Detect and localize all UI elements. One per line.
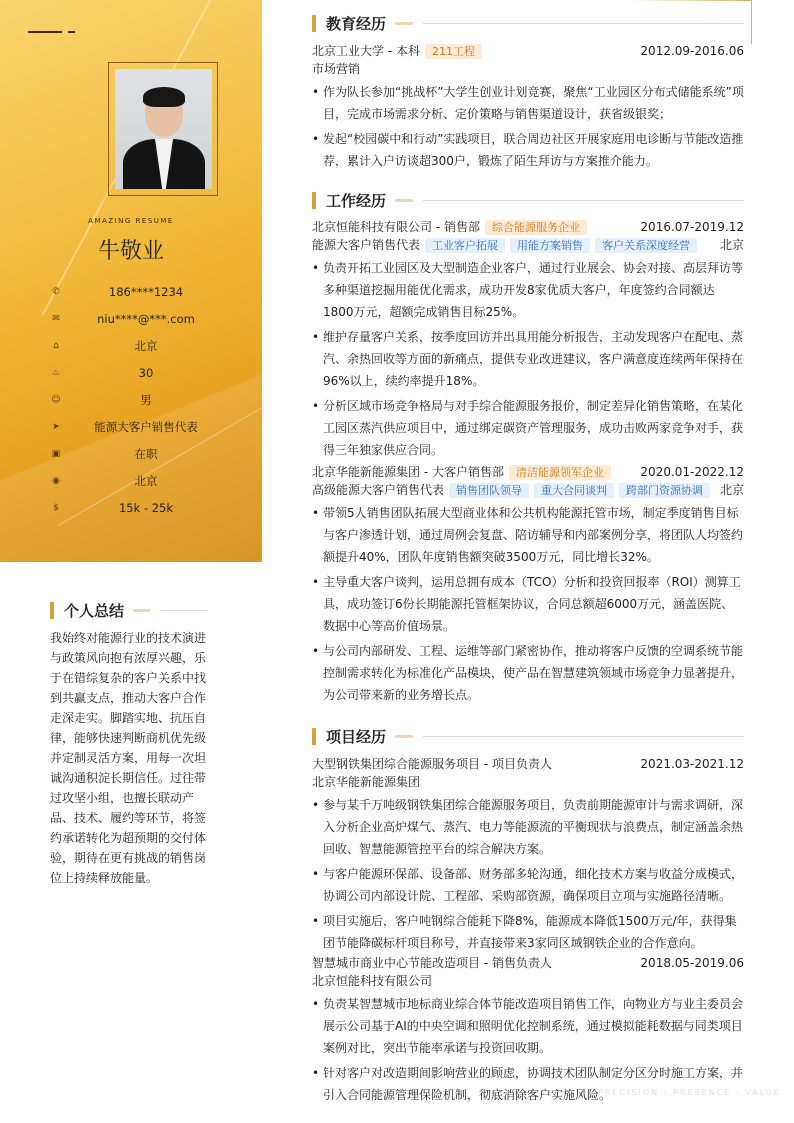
project-bullet: • 与客户能源环保部、设备部、财务部多轮沟通，细化技术方案与收益分成模式，协调公司内部设计院、工程部、采购部资源，确保项目立项与实施路径清晰。 [312, 863, 744, 907]
work-entry [312, 463, 744, 706]
project-bullet: • 负责某智慧城市地标商业综合体节能改造项目销售工作，向物业方与业主委员会展示公司基于AI的中央空调和照明优化控制系统，通过模拟能耗数据与同类项目案例对比，突出节能率承诺与投资回收期。 [312, 993, 744, 1059]
skill-tag: 重大合同谈判 [534, 483, 614, 498]
project-header-row [312, 755, 744, 773]
contact-info-value: niu****@***.com [97, 311, 195, 326]
work-bullet: • 主导重大客户谈判，运用总拥有成本（TCO）分析和投资回报率（ROI）测算工具，成功签订6份长期能源托管框架协议，合同总额超6000万元，涵盖医院、数据中心等高价值场景。 [312, 571, 744, 637]
education-date: 2012.09-2016.06 [640, 44, 744, 58]
skill-tag: 销售团队领导 [449, 483, 529, 498]
job-role: 能源大客户销售代表 [312, 238, 421, 252]
salary-icon: $ [53, 502, 59, 513]
project-name: 大型钢铁集团综合能源服务项目 - 项目负责人 [312, 757, 552, 771]
work-role-row [312, 481, 744, 499]
logo-mark [28, 31, 62, 33]
contact-info-value: 15k - 25k [118, 500, 174, 515]
work-role-left [312, 481, 710, 499]
education-section-header [312, 13, 744, 34]
education-entry [312, 42, 744, 172]
work-city: 北京 [719, 238, 744, 252]
contact-info-row [50, 386, 240, 413]
company-tag: 综合能源服务企业 [485, 220, 587, 235]
contact-info-row [50, 413, 240, 440]
contact-info-row [50, 440, 240, 467]
contact-info-row [50, 494, 240, 521]
company-tag: 清洁能源领军企业 [509, 465, 611, 480]
section-pill [395, 199, 413, 202]
skill-tag: 用能方案销售 [510, 238, 590, 253]
cake-icon: ♨ [51, 367, 61, 378]
project-org: 北京恒能科技有限公司 [312, 974, 433, 988]
contact-info-row [50, 278, 240, 305]
contact-info-value: 能源大客户销售代表 [94, 419, 198, 434]
contact-info-value: 北京 [134, 338, 158, 353]
work-bullet: • 分析区域市场竞争格局与对手综合能源服务报价，制定差异化销售策略，在某化工园区蒸汽供应项目中，通过绑定碳资产管理服务，成功击败两家竞争对手，获得三年独家供应合同。 [312, 395, 744, 461]
section-pill [395, 735, 413, 738]
work-role-row [312, 236, 744, 254]
watermark-text: PRECISION - PRESENCE - VALUE [598, 1088, 781, 1097]
contact-info-row [50, 332, 240, 359]
work-city: 北京 [719, 483, 744, 497]
projects-title: 项目经历 [326, 728, 387, 746]
photo-hair [143, 87, 185, 107]
home-icon: ⌂ [53, 340, 59, 351]
project-date: 2021.03-2021.12 [640, 757, 744, 771]
work-header-row [312, 463, 744, 481]
work-bullet: • 维护存量客户关系，按季度回访并出具用能分析报告，主动发现客户在配电、蒸汽、余热回收等方面的新痛点，提供专业改进建议，客户满意度连续两年保持在96%以上，续约率提升18%。 [312, 326, 744, 392]
company-name: 北京恒能科技有限公司 - 销售部 [312, 220, 480, 234]
work-date: 2016.07-2019.12 [640, 220, 744, 234]
project-entry [312, 755, 744, 954]
education-title: 教育经历 [326, 15, 387, 33]
project-entry [312, 954, 744, 1106]
skill-tag: 工业客户拓展 [425, 238, 505, 253]
work-bullet: • 与公司内部研发、工程、运维等部门紧密协作，推动将客户反馈的空调系统节能控制需求转化为标准化产品模块，使产品在智慧建筑领域市场竞争力显著提升，为公司带来新的业务增长点。 [312, 640, 744, 706]
work-entry [312, 218, 744, 461]
work-header-left [312, 218, 587, 236]
project-bullet: • 针对客户对改造期间影响营业的顾虑，协调技术团队制定分区分时施工方案，并引入合同能源管理保险机制，彻底消除客户实施风险。 [312, 1062, 744, 1106]
job-role: 高级能源大客户销售代表 [312, 483, 445, 497]
project-bullet: • 参与某千万吨级钢铁集团综合能源服务项目，负责前期能源审计与需求调研，深入分析企业高炉煤气、蒸汽、电力等能源流的平衡现状与浪费点，制定涵盖余热回收、智慧能源管控平台的综合解决方案。 [312, 794, 744, 860]
location-icon: ◉ [52, 475, 60, 486]
project-org: 北京华能新能源集团 [312, 775, 421, 789]
skill-tag: 客户关系深度经营 [595, 238, 697, 253]
sidebar-panel [0, 0, 262, 562]
contact-info-row [50, 305, 240, 332]
work-header-row [312, 218, 744, 236]
education-bullets [312, 81, 744, 172]
project-header-row [312, 954, 744, 972]
work-bullet: • 带领5人销售团队拓展大型商业体和公共机构能源托管市场，制定季度销售目标与客户渗透计划，通过周例会复盘、陪访辅导和内部案例分享，将团队人均签约额提升40%，团队年度销售额突破3500万元，同比增长32%。 [312, 502, 744, 568]
contact-info-value: 在职 [134, 446, 158, 461]
contact-info-value: 30 [138, 365, 154, 380]
profile-photo [115, 69, 212, 189]
section-accent-bar [312, 192, 316, 209]
section-divider [161, 610, 207, 611]
contact-info-row [50, 467, 240, 494]
contact-info-value: 北京 [134, 473, 158, 488]
send-icon: ➤ [52, 421, 60, 432]
work-section-header [312, 190, 744, 211]
section-pill [133, 609, 151, 612]
section-accent-bar [50, 602, 54, 619]
summary-section-header [50, 600, 212, 621]
email-icon: ✉ [52, 313, 60, 324]
project-bullet: • 项目实施后，客户吨钢综合能耗下降8%，能源成本降低1500万元/年，获得集团节能降碳标杆项目称号，并直接带来3家同区域钢铁企业的合作意向。 [312, 910, 744, 954]
project-list [312, 755, 744, 1106]
section-accent-bar [312, 728, 316, 745]
skill-tag: 跨部门资源协调 [619, 483, 710, 498]
contact-info-row [50, 359, 240, 386]
briefcase-icon: ▣ [51, 448, 61, 459]
section-divider [423, 736, 744, 737]
contact-info-list [50, 278, 240, 521]
school-tag: 211工程 [425, 44, 482, 59]
work-date: 2020.01-2022.12 [640, 465, 744, 479]
summary-title: 个人总结 [64, 602, 125, 620]
work-list [312, 218, 744, 706]
major: 市场营销 [312, 62, 361, 76]
project-date: 2018.05-2019.06 [640, 956, 744, 970]
education-bullet: • 作为队长参加“挑战杯”大学生创业计划竞赛，聚焦“工业园区分布式储能系统”项目，完成市场需求分析、定价策略与销售渠道设计，获省级银奖； [312, 81, 744, 125]
section-divider [423, 200, 744, 201]
project-org-row [312, 972, 744, 990]
summary-text: 我始终对能源行业的技术演进与政策风向抱有浓厚兴趣，乐于在错综复杂的客户关系中找到共赢支点，推动大客户合作走深走实。脚踏实地、抗压自律，能够快速判断商机优先级并定制灵活方案，用每一次坦诚沟通积淀长期信任。过往带过攻坚小组，也擅长联动产品、技术、履约等环节，将签约承诺转化为超预期的交付体验，期待在更有挑战的销售岗位上持续释放能量。 [50, 631, 207, 885]
resume-tagline: AMAZING RESUME [88, 217, 174, 225]
section-pill [395, 22, 413, 25]
logo-mark-dot [68, 31, 75, 33]
work-role-left [312, 236, 697, 254]
project-org-row [312, 773, 744, 791]
contact-info-value: 186****1234 [108, 284, 184, 299]
work-title: 工作经历 [326, 192, 387, 210]
person-name: 牛敬业 [97, 239, 164, 264]
school-name: 北京工业大学 - 本科 [312, 44, 420, 58]
contact-info-value: 男 [140, 392, 152, 407]
education-bullet: • 发起“校园碳中和行动”实践项目，联合周边社区开展家庭用电诊断与节能改造推荐，累计入户访谈超300户，锻炼了陌生拜访与方案推介能力。 [312, 128, 744, 172]
section-divider [423, 23, 744, 24]
projects-section-header [312, 726, 744, 747]
company-name: 北京华能新能源集团 - 大客户销售部 [312, 465, 504, 479]
gender-icon: ☺ [51, 394, 61, 405]
project-name: 智慧城市商业中心节能改造项目 - 销售负责人 [312, 956, 552, 970]
work-header-left [312, 463, 611, 481]
work-bullet: • 负责开拓工业园区及大型制造企业客户，通过行业展会、协会对接、高层拜访等多种渠道挖掘用能优化需求，成功开发8家优质大客户，年度签约合同额达1800万元，超额完成销售目标25%。 [312, 257, 744, 323]
section-accent-bar [312, 15, 316, 32]
phone-icon: ✆ [52, 286, 60, 297]
